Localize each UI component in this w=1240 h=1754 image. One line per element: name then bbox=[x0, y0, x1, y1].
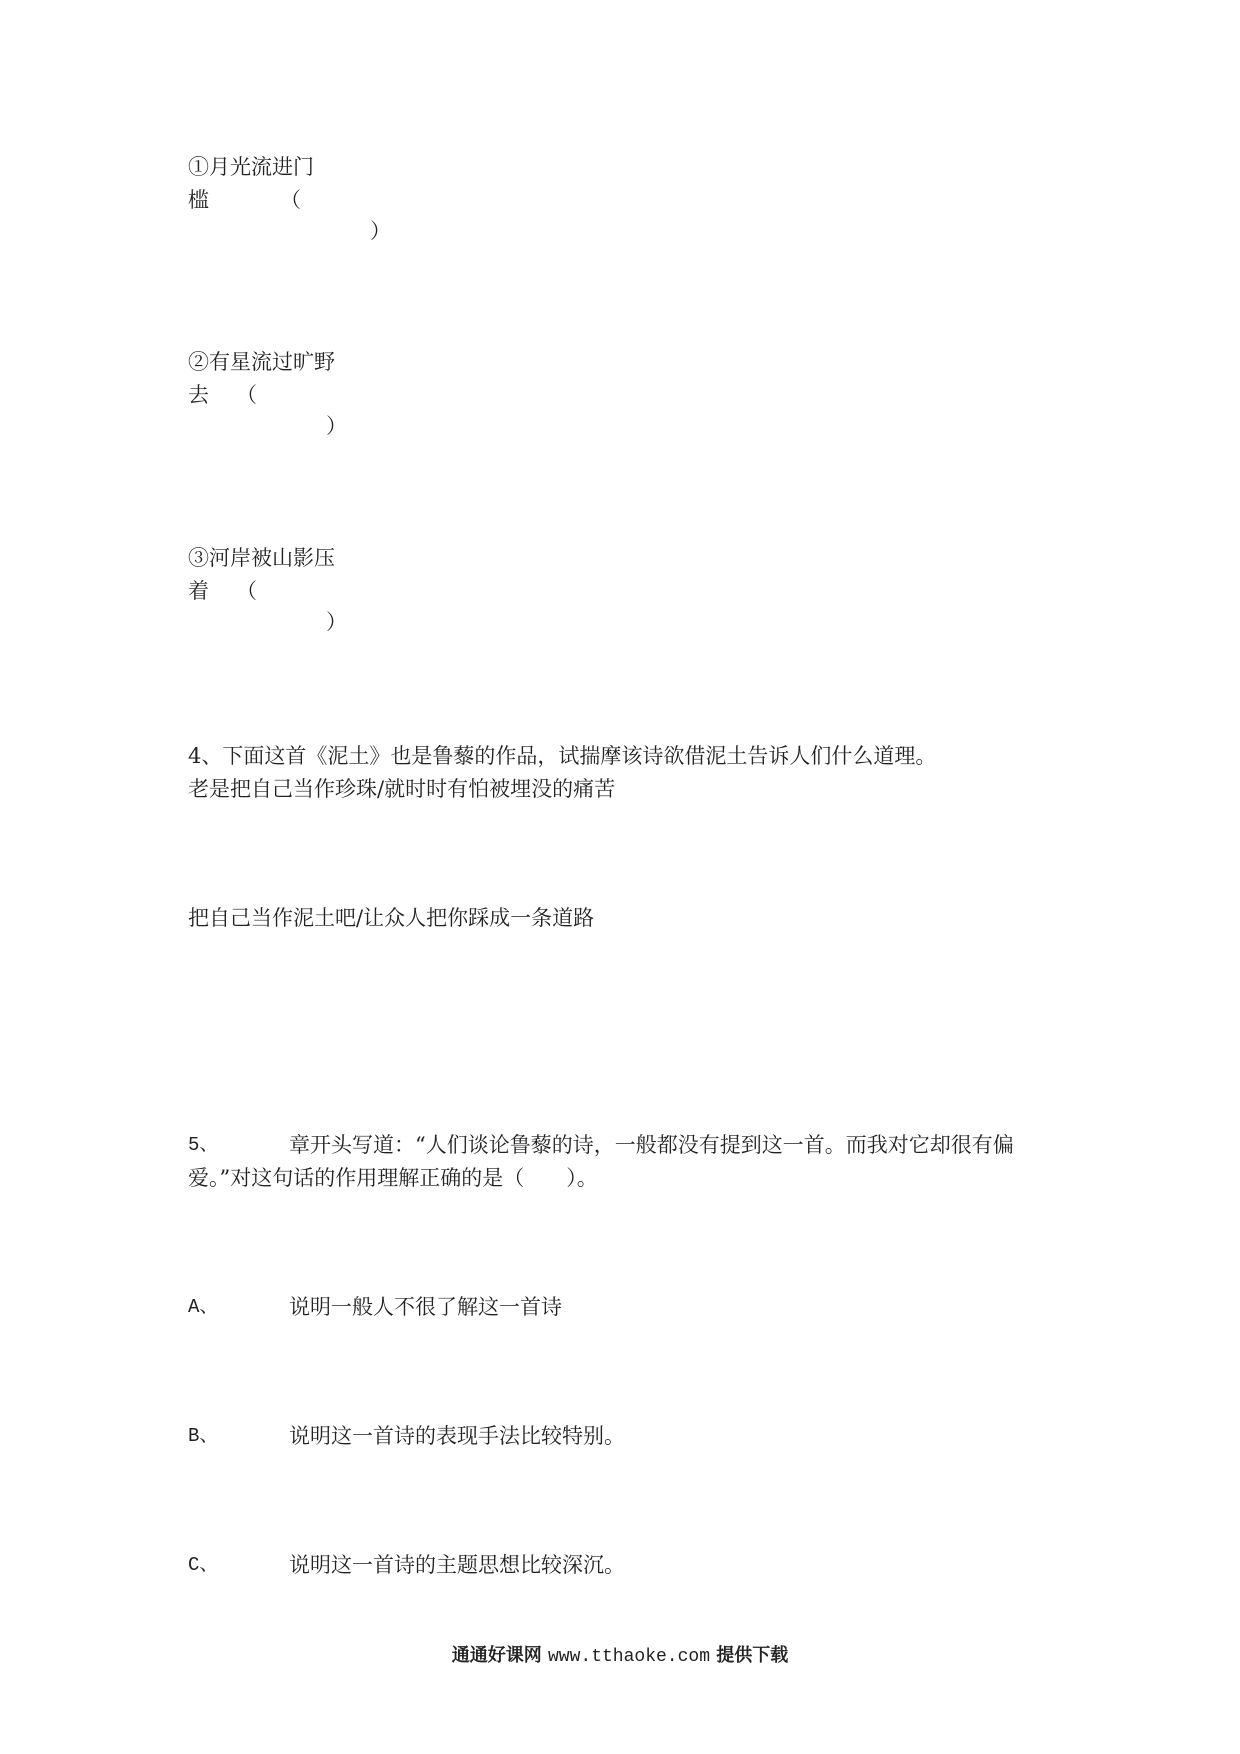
option-c-letter: C、 bbox=[188, 1554, 219, 1576]
option-a-text: 说明一般人不很了解这一首诗 bbox=[289, 1295, 562, 1319]
option-c-text: 说明这一首诗的主题思想比较深沉。 bbox=[289, 1553, 625, 1577]
footer-site-name: 通通好课网 bbox=[451, 1645, 542, 1666]
sub-item-1-line1: ①月光流进门 bbox=[188, 155, 314, 179]
page-footer bbox=[0, 1644, 1240, 1669]
question-5-line-1: 章开头写道：“人们谈论鲁藜的诗，一般都没有提到这一首。而我对它却很有偏 bbox=[289, 1133, 1014, 1157]
sub-item-1-close-paren: ） bbox=[370, 219, 391, 243]
sub-item-2-line1: ②有星流过旷野 bbox=[188, 350, 335, 374]
question-4-prompt: 4、下面这首《泥土》也是鲁藜的作品，试揣摩该诗欲借泥土告诉人们什么道理。 bbox=[188, 744, 937, 768]
footer-suffix: 提供下载 bbox=[716, 1645, 789, 1666]
sub-item-2-open-paren: （ bbox=[236, 383, 257, 407]
sub-item-3-line2: 着 bbox=[188, 579, 209, 603]
option-a-letter: A、 bbox=[188, 1296, 219, 1318]
footer-url[interactable]: www.tthaoke.com bbox=[547, 1647, 711, 1667]
sub-item-2-close-paren: ） bbox=[326, 414, 347, 438]
question-5-number: 5、 bbox=[188, 1134, 219, 1156]
sub-item-1-open-paren: （ bbox=[280, 188, 301, 212]
sub-item-1-line2: 槛 bbox=[188, 188, 209, 212]
question-5-line-2: 爱。”对这句话的作用理解正确的是（ ）。 bbox=[188, 1166, 598, 1190]
option-b-letter: B、 bbox=[188, 1425, 219, 1447]
sub-item-3-close-paren: ） bbox=[326, 610, 347, 634]
option-b-text: 说明这一首诗的表现手法比较特别。 bbox=[289, 1424, 625, 1448]
question-4-verse-1: 老是把自己当作珍珠/就时时有怕被埋没的痛苦 bbox=[188, 777, 616, 801]
question-4-verse-2: 把自己当作泥土吧/让众人把你踩成一条道路 bbox=[188, 906, 595, 930]
sub-item-3-open-paren: （ bbox=[236, 579, 257, 603]
sub-item-3-line1: ③河岸被山影压 bbox=[188, 546, 335, 570]
sub-item-2-line2: 去 bbox=[188, 383, 209, 407]
